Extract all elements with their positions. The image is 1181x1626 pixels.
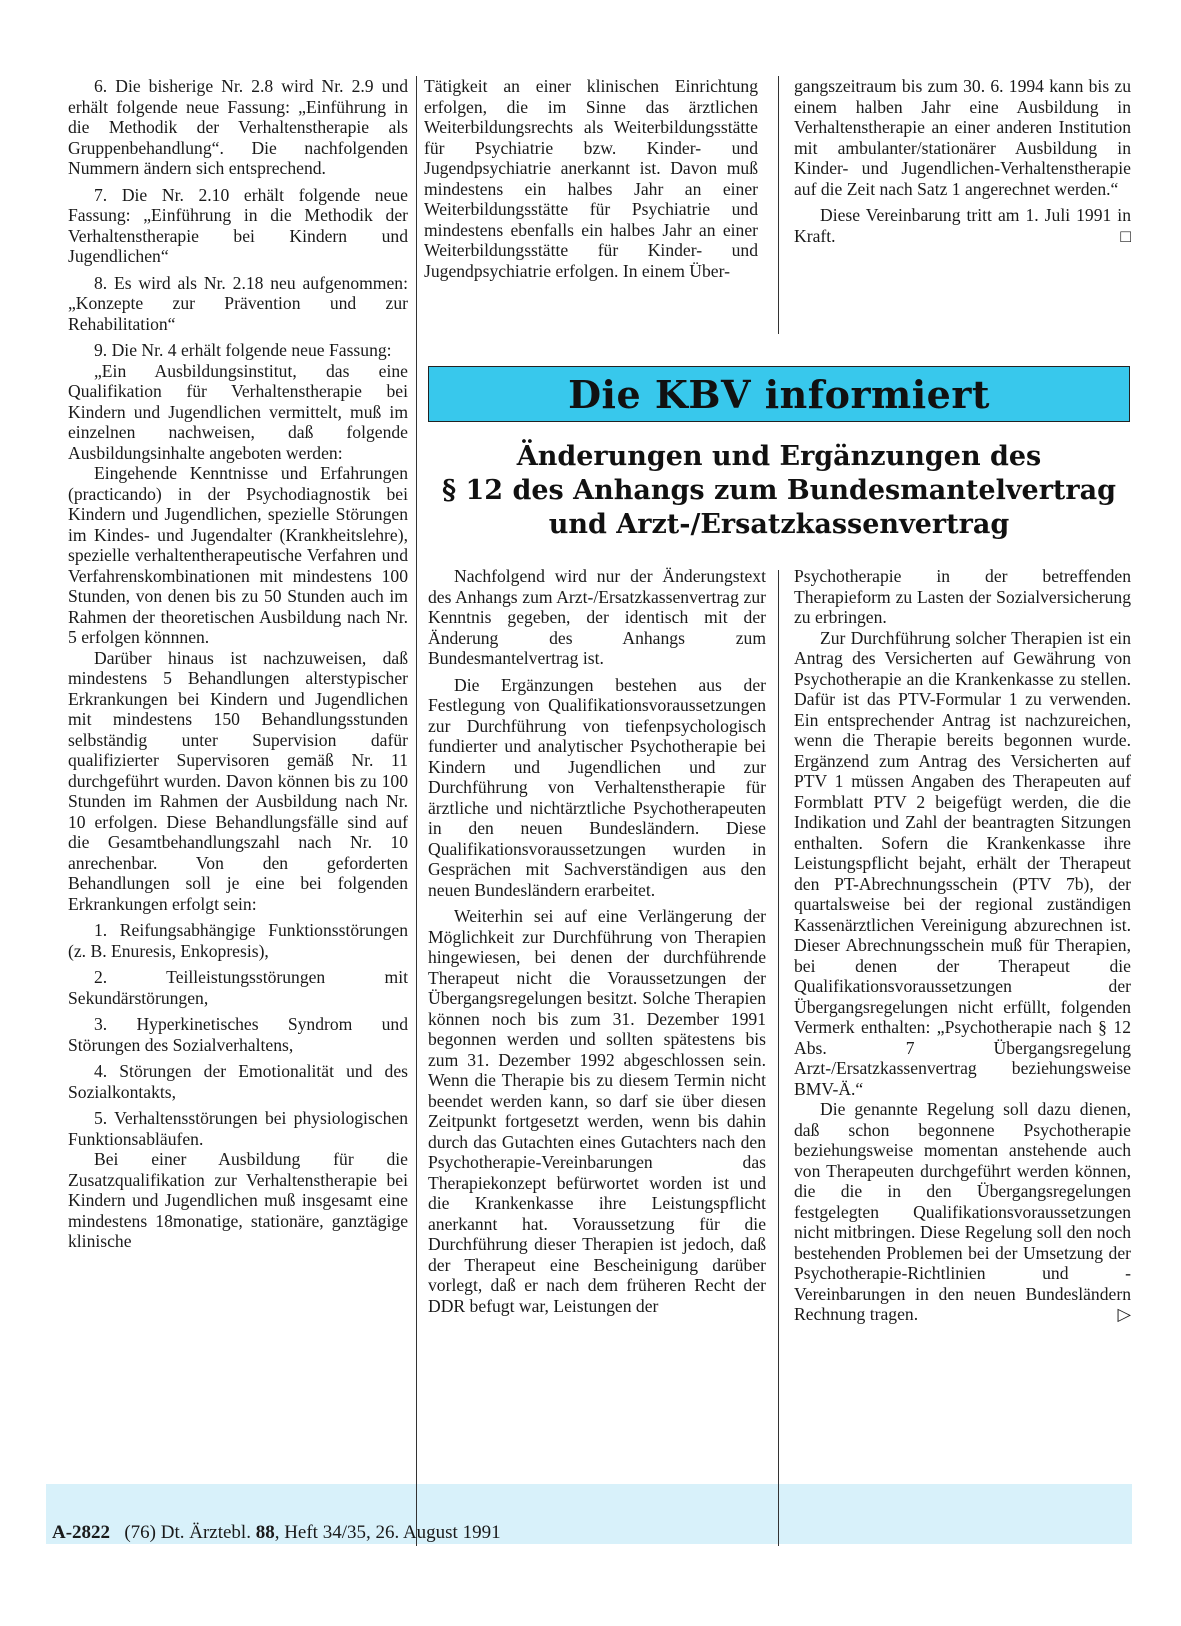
continue-arrow-icon: ▷ bbox=[1117, 1304, 1131, 1324]
article-headline bbox=[428, 440, 1130, 542]
paragraph: 7. Die Nr. 2.10 erhält folgende neue Fassung: „Einführung in die Methodik der Verhaltenstherapie bei Kindern und Jugendlichen“ bbox=[68, 184, 408, 266]
section-banner bbox=[428, 366, 1130, 422]
paragraph: 6. Die bisherige Nr. 2.8 wird Nr. 2.9 und erhält folgende neue Fassung: „Einführung in die Methodik der Verhaltenstherapie als Gruppenbehandlung“. Die nachfolgenden Nummern ändern sich entsprechend. bbox=[68, 76, 408, 178]
article-column-4 bbox=[428, 566, 766, 1316]
list-item: 3. Hyperkinetisches Syndrom und Störungen des Sozialverhaltens, bbox=[68, 1014, 408, 1055]
article-column-2 bbox=[424, 76, 758, 281]
page-number: (76) bbox=[124, 1522, 156, 1543]
paragraph: Tätigkeit an einer klinischen Einrichtung erfolgen, die im Sinne das ärztlichen Weiterbildungsrechts als Weiterbildungsstätte für Psychiatrie bzw. Kinder- und Jugendpsychiatrie anerkannt ist. Davon muß mindestens ein halbes Jahr an einer Weiterbildungsstätte für Psychiatrie und mindestens ebenfalls ein halbes Jahr an einer Weiterbildungsstätte für Kinder- und Jugendpsychiatrie erfolgen. In einem Über- bbox=[424, 76, 758, 281]
list-item: 5. Verhaltensstörungen bei physiologischen Funktionsabläufen. bbox=[68, 1108, 408, 1149]
paragraph: gangszeitraum bis zum 30. 6. 1994 kann bis zu einem halben Jahr eine Ausbildung in Verhaltenstherapie an einer anderen Institution mit ambulanter/stationärer Ausbildung in Kinder- und Jugendlichen-Verhaltenstherapie auf die Zeit nach Satz 1 angerechnet werden.“ bbox=[794, 76, 1131, 199]
paragraph-text: Diese Vereinbarung tritt am 1. Juli 1991 in Kraft. bbox=[794, 205, 1131, 246]
article-column-1 bbox=[68, 76, 408, 1252]
paragraph: Nachfolgend wird nur der Änderungstext des Anhangs zum Arzt-/Ersatzkassenvertrag zur Kenntnis gegeben, der identisch mit der Änderung des Anhangs zum Bundesmantelvertrag ist. bbox=[428, 566, 766, 668]
paragraph bbox=[794, 1099, 1131, 1325]
article-column-5 bbox=[794, 566, 1131, 1325]
journal-name: Dt. Ärztebl. bbox=[160, 1522, 251, 1543]
end-of-article-icon: □ bbox=[1120, 225, 1131, 246]
paragraph: Weiterhin sei auf eine Verlängerung der Möglichkeit zur Durchführung von Therapien hingewiesen, bei denen der durchführende Therapeut nicht die Voraussetzungen der Übergangsregelungen besitzt. Solche Therapien können noch bis zum 31. Dezember 1991 begonnen werden und sollten spätestens bis zum 31. Dezember 1992 abgeschlossen sein. Wenn die Therapie bis zu diesem Termin nicht beendet werden kann, so darf sie über diesen Zeitpunkt fortgesetzt werden, wenn bis dahin durch das Gutachten eines Gutachters nach den Psychotherapie-Vereinbarungen das Therapiekonzept befürwortet worden ist und die Krankenkasse ihre Leistungspflicht anerkannt hat. Voraussetzung für die Durchführung dieser Therapien ist jedoch, daß der Therapeut eine Bescheinigung darüber vorlegt, daß er nach dem früheren Recht der DDR befugt war, Leistungen der bbox=[428, 906, 766, 1316]
paragraph: Eingehende Kenntnisse und Erfahrungen (practicando) in der Psychodiagnostik bei Kindern und Jugendlichen, spezielle Störungen im Kindes- und Jugendalter (Krankheitslehre), spezielle verhaltentherapeutische Verfahren und Verfahrenskombinationen mit mindestens 100 Stunden, von denen bis zu 50 Stunden auch im Rahmen der theoretischen Ausbildung nach Nr. 5 erfolgen könnnen. bbox=[68, 463, 408, 647]
issue-info: , Heft 34/35, 26. August 1991 bbox=[274, 1522, 501, 1543]
paragraph-text: Die genannte Regelung soll dazu dienen, daß schon begonnene Psychotherapie beziehungsweise momentan anstehende auch von Therapeuten durchgeführt werden können, die die in den Übergangsregelungen festgelegten Qualifikationsvoraussetzungen nicht mitbringen. Diese Regelung soll den noch bestehenden Problemen bei der Umsetzung der Psychotherapie-Richtlinien und -Vereinbarungen in den neuen Bundesländern Rechnung tragen. bbox=[794, 1099, 1131, 1324]
list-item: 1. Reifungsabhängige Funktionsstörungen (z. B. Enuresis, Enkopresis), bbox=[68, 920, 408, 961]
paragraph: 9. Die Nr. 4 erhält folgende neue Fassung: bbox=[94, 340, 392, 360]
page-id: A-2822 bbox=[52, 1522, 111, 1543]
paragraph: Psychotherapie in der betreffenden Therapieform zu Lasten der Sozialversicherung zu erbringen. bbox=[794, 566, 1131, 627]
list-item: 2. Teilleistungsstörungen mit Sekundärstörungen, bbox=[68, 967, 408, 1008]
page-footer bbox=[52, 1522, 501, 1544]
article-column-3 bbox=[794, 76, 1131, 246]
column-rule bbox=[778, 570, 779, 1546]
paragraph: 8. Es wird als Nr. 2.18 neu aufgenommen: „Konzepte zur Prävention und zur Rehabilitation“ bbox=[68, 272, 408, 334]
list-item: 4. Störungen der Emotionalität und des Sozialkontakts, bbox=[68, 1061, 408, 1102]
paragraph: Darüber hinaus ist nachzuweisen, daß mindestens 5 Behandlungen alterstypischer Erkrankungen bei Kindern und Jugendlichen mit mindestens 150 Behandlungsstunden selbständig unter Supervision dafür qualifizierter Supervisoren gemäß Nr. 11 durchgeführt wurden. Davon können bis zu 100 Stunden im Rahmen der Ausbildung nach Nr. 10 erfolgen. Diese Behandlungsfälle sind auf die Gesamtbehandlungszahl nach Nr. 10 anrechenbar. Von den geforderten Behandlungen soll je eine bei folgenden Erkrankungen erfolgt sein: bbox=[68, 647, 408, 914]
banner-title: Die KBV informiert bbox=[568, 371, 990, 417]
journal-volume: 88 bbox=[255, 1522, 275, 1543]
headline-line: § 12 des Anhangs zum Bundesmantelvertrag bbox=[442, 475, 1116, 506]
paragraph: „Ein Ausbildungsinstitut, das eine Qualifikation für Verhaltenstherapie bei Kindern und Jugendlichen vermittelt, muß im einzelnen nachweisen, daß folgende Ausbildungsinhalte angeboten werden: bbox=[68, 360, 408, 463]
headline-line: und Arzt-/Ersatzkassenvertrag bbox=[548, 509, 1010, 540]
paragraph bbox=[794, 205, 1131, 246]
headline-line: Änderungen und Ergänzungen des bbox=[516, 441, 1042, 472]
paragraph: Zur Durchführung solcher Therapien ist ein Antrag des Versicherten auf Gewährung von Psychotherapie an die Krankenkasse zu stellen. Dafür ist das PTV-Formular 1 zu verwenden. Ein entsprechender Antrag ist nachzureichen, wenn die Therapie bereits begonnen wurde. Ergänzend zum Antrag des Versicherten auf PTV 1 müssen Angaben des Therapeuten auf Formblatt PTV 2 beigefügt werden, die die Indikation und Zahl der beantragten Sitzungen enthalten. Sofern die Krankenkasse ihre Leistungspflicht bejaht, erhält der Therapeut den PT-Abrechnungsschein (PTV 7b), der quartalsweise bei der regional zuständigen Kassenärztlichen Vereinigung abzurechnen ist. Dieser Abrechnungsschein muß für Therapien, bei denen der Therapeut die Qualifikationsvoraussetzungen der Übergangsregelungen nicht erfüllt, folgenden Vermerk enthalten: „Psychotherapie nach § 12 Abs. 7 Übergangsregelung Arzt-/Ersatzkassenvertrag beziehungsweise BMV-Ä.“ bbox=[794, 627, 1131, 1099]
column-rule bbox=[778, 76, 779, 334]
paragraph: Die Ergänzungen bestehen aus der Festlegung von Qualifikationsvoraussetzungen zur Durchführung von tiefenpsychologisch fundierter und analytischer Psychotherapie bei Kindern und Jugendlichen und zur Durchführung von Verhaltenstherapie für ärztliche und nichtärztliche Psychotherapeuten in den neuen Bundesländern. Diese Qualifikationsvoraussetzungen wurden in Gesprächen mit Sachverständigen aus den neuen Bundesländern erarbeitet. bbox=[428, 674, 766, 900]
column-rule bbox=[416, 76, 417, 1546]
paragraph: Bei einer Ausbildung für die Zusatzqualifikation zur Verhaltenstherapie bei Kindern und Jugendlichen muß insgesamt eine mindestens 18monatige, stationäre, ganztägige klinische bbox=[68, 1149, 408, 1251]
